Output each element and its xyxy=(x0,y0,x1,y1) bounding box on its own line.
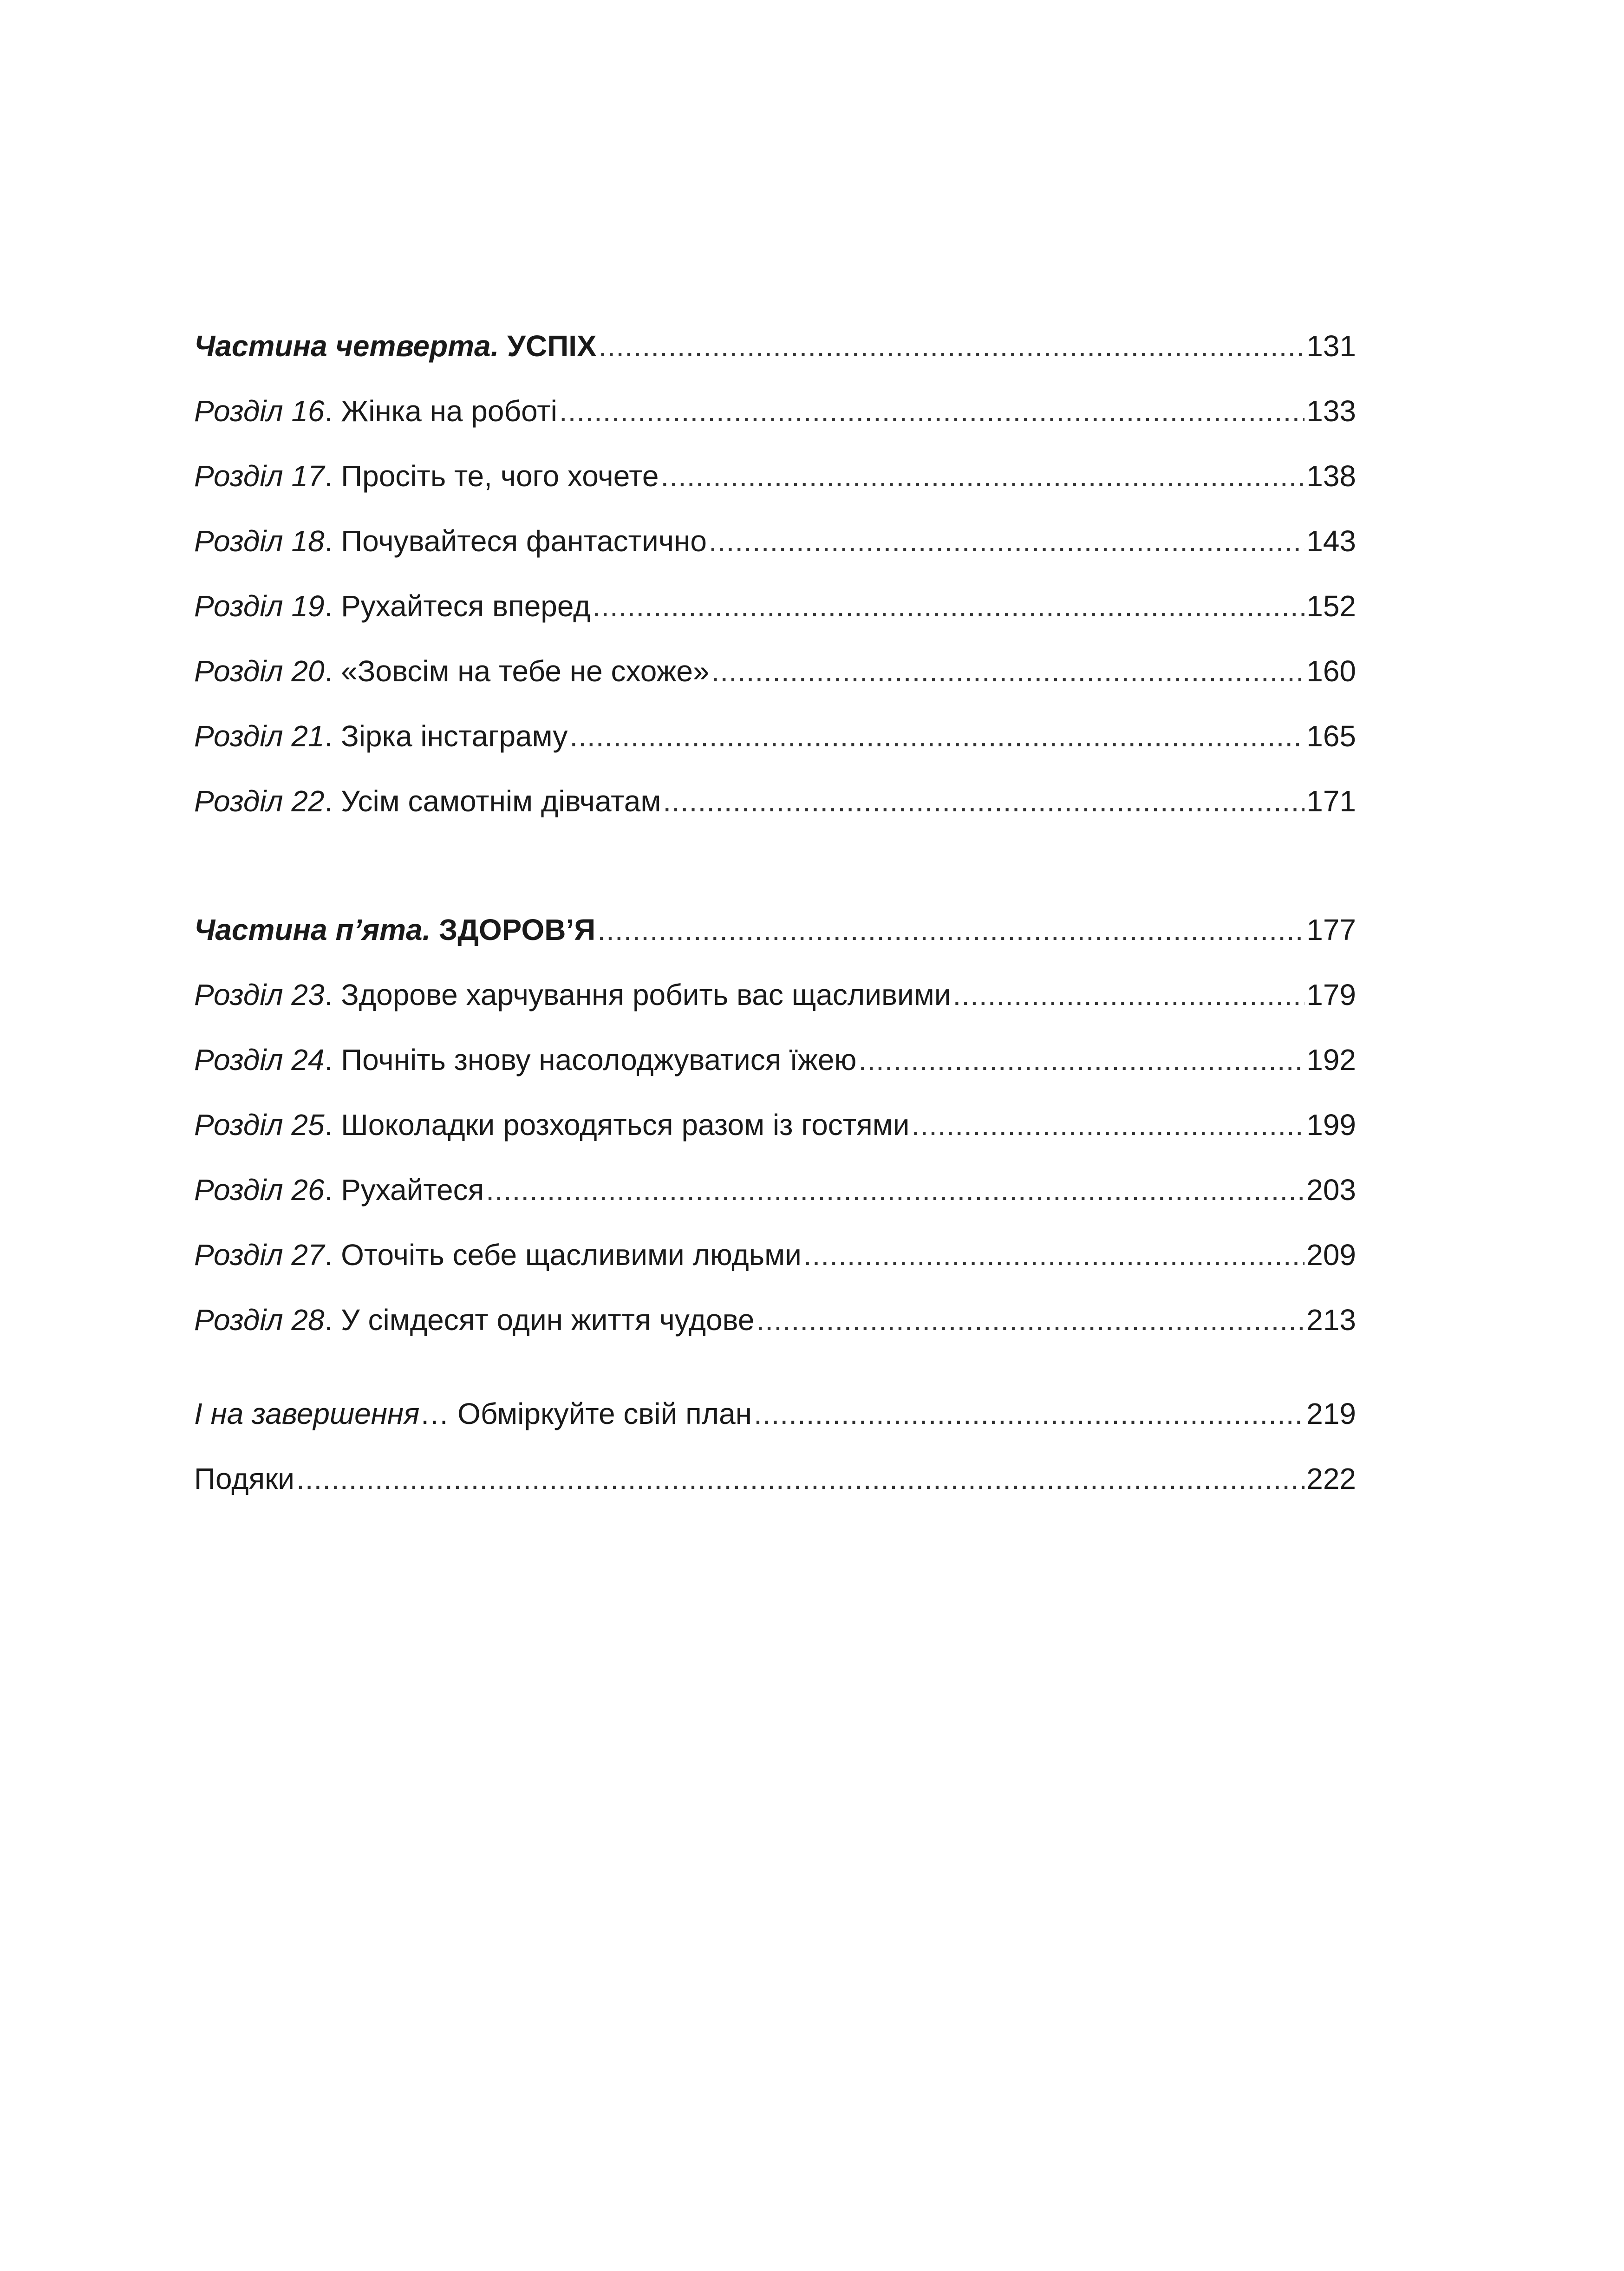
chapter-number: Розділ 16 xyxy=(194,394,325,428)
chapter-title: . Усім самотнім дівчатам xyxy=(324,784,661,818)
leader-dots xyxy=(952,974,1304,1016)
acknowledgements-label: Подяки xyxy=(194,1462,294,1495)
chapter-title: . Просіть те, чого хочете xyxy=(324,459,659,493)
closing-title: … Обміркуйте свій план xyxy=(419,1397,752,1430)
toc-chapter-entry[interactable] xyxy=(194,1039,1356,1081)
leader-dots xyxy=(663,780,1304,822)
leader-dots xyxy=(660,455,1304,497)
chapter-number: Розділ 19 xyxy=(194,589,325,623)
part-number: Частина четверта. xyxy=(194,329,499,363)
chapter-label xyxy=(194,715,567,757)
leader-dots xyxy=(858,1039,1304,1081)
page-number: 143 xyxy=(1306,524,1356,558)
chapter-number: Розділ 26 xyxy=(194,1173,325,1207)
chapter-title: . Почніть знову насолоджуватися їжею xyxy=(324,1043,857,1077)
page-number: 160 xyxy=(1306,654,1356,688)
page-number: 171 xyxy=(1306,784,1356,818)
toc-part-heading[interactable] xyxy=(194,909,1356,951)
toc-chapter-entry[interactable] xyxy=(194,780,1356,822)
chapter-label xyxy=(194,1104,910,1146)
page-number: 152 xyxy=(1306,589,1356,623)
leader-dots xyxy=(296,1458,1304,1500)
chapter-label xyxy=(194,650,710,692)
chapter-label xyxy=(194,1299,755,1341)
leader-dots xyxy=(711,650,1305,692)
page-number: 131 xyxy=(1306,329,1356,363)
chapter-title: . Рухайтеся вперед xyxy=(324,589,591,623)
chapter-number: Розділ 20 xyxy=(194,654,325,688)
leader-dots xyxy=(709,520,1304,562)
page-number: 138 xyxy=(1306,459,1356,493)
part-title: ЗДОРОВ’Я xyxy=(430,913,596,946)
closing-lead: І на завершення xyxy=(194,1397,420,1430)
chapter-number: Розділ 28 xyxy=(194,1303,325,1337)
page-number: 179 xyxy=(1306,978,1356,1012)
chapter-label xyxy=(194,585,590,627)
toc-chapter-entry[interactable] xyxy=(194,455,1356,497)
toc-closing-entry[interactable] xyxy=(194,1393,1356,1435)
part-label xyxy=(194,325,597,367)
toc-chapter-entry[interactable] xyxy=(194,1169,1356,1211)
toc-acknowledgements-entry[interactable] xyxy=(194,1458,1356,1500)
chapter-number: Розділ 22 xyxy=(194,784,325,818)
page-number: 213 xyxy=(1306,1303,1356,1337)
page-number: 192 xyxy=(1306,1043,1356,1077)
chapter-label xyxy=(194,390,557,432)
toc-chapter-entry[interactable] xyxy=(194,520,1356,562)
page-number: 165 xyxy=(1306,719,1356,753)
chapter-title: . Рухайтеся xyxy=(324,1173,484,1207)
toc-chapter-entry[interactable] xyxy=(194,1234,1356,1276)
leader-dots xyxy=(912,1104,1305,1146)
leader-dots xyxy=(597,909,1304,951)
leader-dots xyxy=(559,390,1304,432)
chapter-title: . Шоколадки розходяться разом із гостями xyxy=(324,1108,910,1142)
chapter-label xyxy=(194,455,659,497)
page-number: 222 xyxy=(1306,1462,1356,1495)
chapter-number: Розділ 27 xyxy=(194,1238,325,1272)
table-of-contents xyxy=(194,325,1356,1523)
page-number: 209 xyxy=(1306,1238,1356,1272)
toc-part-heading[interactable] xyxy=(194,325,1356,367)
leader-dots xyxy=(592,585,1304,627)
chapter-title: . Здорове харчування робить вас щасливими xyxy=(324,978,951,1012)
page-number: 133 xyxy=(1306,394,1356,428)
chapter-number: Розділ 24 xyxy=(194,1043,325,1077)
toc-chapter-entry[interactable] xyxy=(194,585,1356,627)
chapter-label xyxy=(194,1169,484,1211)
chapter-title: . Почувайтеся фантастично xyxy=(324,524,707,558)
chapter-number: Розділ 25 xyxy=(194,1108,325,1142)
section-spacer xyxy=(194,845,1356,909)
part-number: Частина п’ята. xyxy=(194,913,431,946)
chapter-number: Розділ 17 xyxy=(194,459,325,493)
part-label xyxy=(194,909,595,951)
toc-chapter-entry[interactable] xyxy=(194,1104,1356,1146)
toc-chapter-entry[interactable] xyxy=(194,1299,1356,1341)
toc-chapter-entry[interactable] xyxy=(194,650,1356,692)
chapter-title: . Жінка на роботі xyxy=(324,394,557,428)
chapter-label xyxy=(194,520,707,562)
page-number: 177 xyxy=(1306,913,1356,946)
leader-dots xyxy=(757,1299,1305,1341)
page-number: 219 xyxy=(1306,1397,1356,1430)
chapter-number: Розділ 21 xyxy=(194,719,325,753)
section-spacer xyxy=(194,1364,1356,1393)
chapter-title: . У сімдесят один життя чудове xyxy=(324,1303,755,1337)
part-title: УСПІХ xyxy=(499,329,597,363)
leader-dots xyxy=(569,715,1304,757)
leader-dots xyxy=(599,325,1305,367)
chapter-label xyxy=(194,974,951,1016)
chapter-title: . Зірка інстаграму xyxy=(324,719,568,753)
page-number: 199 xyxy=(1306,1108,1356,1142)
leader-dots xyxy=(754,1393,1304,1435)
toc-chapter-entry[interactable] xyxy=(194,715,1356,757)
chapter-label xyxy=(194,1039,856,1081)
closing-label xyxy=(194,1393,752,1435)
chapter-number: Розділ 18 xyxy=(194,524,325,558)
chapter-title: . Оточіть себе щасливими людьми xyxy=(324,1238,802,1272)
leader-dots xyxy=(803,1234,1304,1276)
chapter-label xyxy=(194,1234,802,1276)
chapter-label xyxy=(194,780,661,822)
toc-chapter-entry[interactable] xyxy=(194,974,1356,1016)
chapter-title: . «Зовсім на тебе не схоже» xyxy=(324,654,710,688)
leader-dots xyxy=(486,1169,1304,1211)
chapter-number: Розділ 23 xyxy=(194,978,325,1012)
page-number: 203 xyxy=(1306,1173,1356,1207)
toc-chapter-entry[interactable] xyxy=(194,390,1356,432)
